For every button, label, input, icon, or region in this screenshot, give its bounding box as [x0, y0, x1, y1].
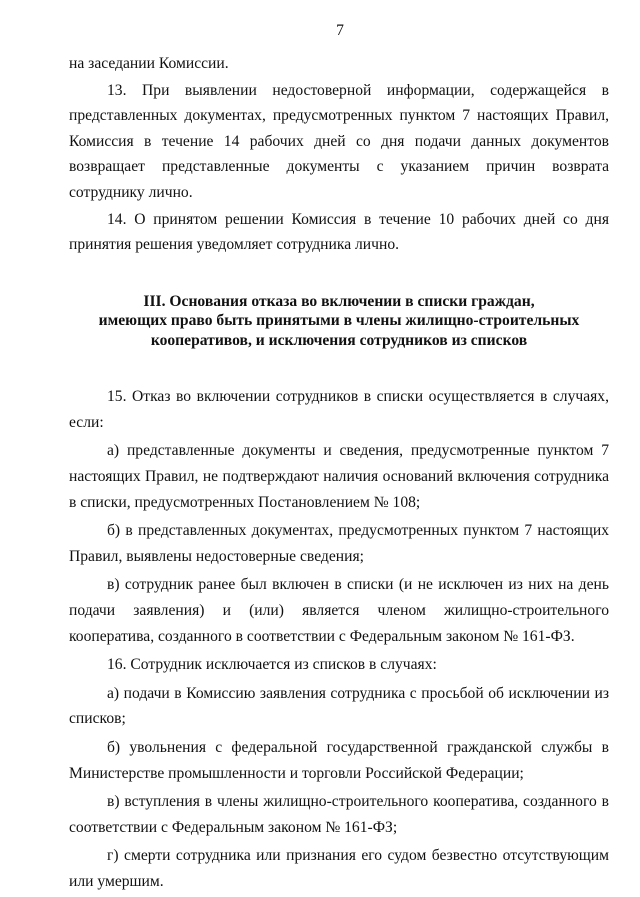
section-heading-line-1: III. Основания отказа во включении в списки граждан,: [143, 292, 535, 310]
page-number: 7: [336, 22, 344, 39]
paragraph-13: 13. При выявлении недостоверной информации, содержащейся в представленных документах, предусмотренных пунктом 7 настоящих Правил, Комиссия в течение 14 рабочих дней со дня подачи данных документов возвращает представленные документы с указанием причин возврата сотруднику лично.: [69, 81, 609, 201]
paragraph-15-c: в) сотрудник ранее был включен в списки (и не исключен из них на день подачи заявления) и (или) является членом жилищно-строительного кооператива, созданного в соответствии с Федеральным законом № 161-ФЗ.: [69, 576, 609, 645]
section-heading-line-3: кооперативов, и исключения сотрудников из списков: [150, 331, 528, 349]
section-heading-line-2: имеющих право быть принятыми в члены жилищно-строительных: [98, 312, 580, 330]
section-heading: [69, 292, 609, 351]
document-body: [69, 51, 609, 895]
paragraph-16-a: а) подачи в Комиссию заявления сотрудника с просьбой об исключении из списков;: [69, 684, 609, 728]
paragraph-14: 14. О принятом решении Комиссия в течение 10 рабочих дней со дня принятия решения уведомляет сотрудника лично.: [69, 210, 609, 254]
paragraph-15-a: а) представленные документы и сведения, предусмотренные пунктом 7 настоящих Правил, не подтверждают наличия оснований включения сотрудника в списки, предусмотренных Постановлением № 108;: [69, 442, 609, 511]
paragraph-16-b: б) увольнения с федеральной государственной гражданской службы в Министерстве промышленности и торговли Российской Федерации;: [69, 738, 609, 782]
paragraph-15: 15. Отказ во включении сотрудников в списки осуществляется в случаях, если:: [69, 388, 609, 431]
paragraph-16-c: в) вступления в члены жилищно-строительного кооператива, созданного в соответствии с Федеральным законом № 161-ФЗ;: [69, 793, 609, 836]
paragraph-16: 16. Сотрудник исключается из списков в случаях:: [107, 656, 437, 674]
paragraph-continuation: на заседании Комиссии.: [69, 55, 229, 72]
paragraph-15-b: б) в представленных документах, предусмотренных пунктом 7 настоящих Правил, выявлены недостоверные сведения;: [69, 522, 609, 565]
paragraph-16-d: г) смерти сотрудника или признания его судом безвестно отсутствующим или умершим.: [69, 847, 609, 890]
